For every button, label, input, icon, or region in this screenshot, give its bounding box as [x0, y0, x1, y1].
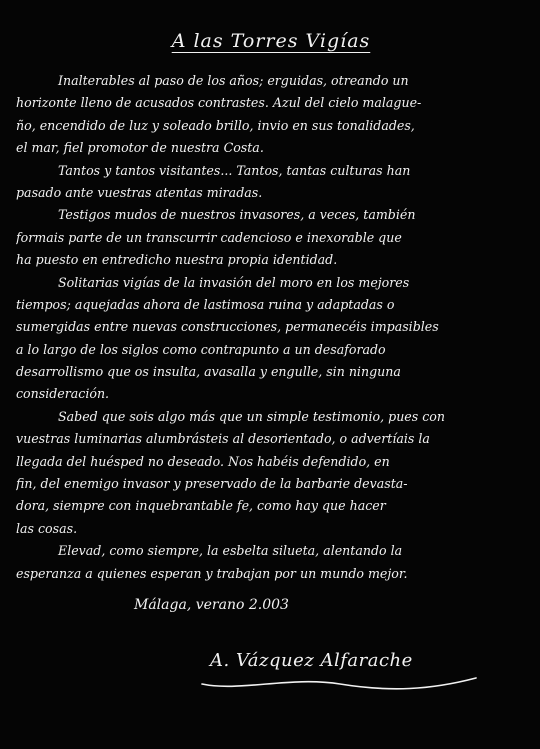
text-line: las cosas.: [16, 520, 78, 536]
text-line: Solitarias vigías de la invasión del moro en los mejores: [58, 274, 410, 290]
signature-flourish: [200, 670, 480, 692]
text-line: formais parte de un transcurrir cadencioso e inexorable que: [16, 229, 402, 245]
text-line: pasado ante vuestras atentas miradas.: [16, 184, 263, 200]
text-line: esperanza a quienes esperan y trabajan por un mundo mejor.: [16, 565, 408, 581]
text-line: ha puesto en entredicho nuestra propia identidad.: [16, 252, 338, 268]
text-line: fin, del enemigo invasor y preservado de la barbarie devasta-: [16, 476, 408, 492]
place-date: Málaga, verano 2.003: [134, 596, 289, 613]
letter-title: A las Torres Vigías: [171, 30, 371, 52]
text-line: el mar, fiel promotor de nuestra Costa.: [16, 140, 264, 156]
text-line: llegada del huésped no deseado. Nos habéis defendido, en: [16, 453, 390, 469]
paragraph-1: [16, 70, 526, 160]
text-line: a lo largo de los siglos como contrapunto a un desaforado: [16, 341, 386, 357]
text-line: Testigos mudos de nuestros invasores, a veces, también: [58, 207, 416, 223]
text-line: Tantos y tantos visitantes... Tantos, tantas culturas han: [58, 162, 411, 178]
text-line: sumergidas entre nuevas construcciones, permanecéis impasibles: [16, 319, 439, 335]
paragraph-6: [16, 540, 526, 585]
text-line: ño, encendido de luz y soleado brillo, invio en sus tonalidades,: [16, 117, 415, 133]
text-line: vuestras luminarias alumbrásteis al desorientado, o advertíais la: [16, 431, 430, 447]
text-line: tiempos; aquejadas ahora de lastimosa ruina y adaptadas o: [16, 296, 395, 312]
text-line: desarrollismo que os insulta, avasalla y engulle, sin ninguna: [16, 364, 401, 380]
text-line: Inalterables al paso de los años; erguidas, otreando un: [58, 73, 409, 88]
text-line: horizonte lleno de acusados contrastes. Azul del cielo malague-: [16, 95, 422, 111]
text-line: dora, siempre con inquebrantable fe, como hay que hacer: [16, 498, 386, 514]
text-line: Sabed que sois algo más que un simple testimonio, pues con: [58, 408, 445, 424]
paragraph-3: [16, 204, 526, 271]
paragraph-5: [16, 406, 526, 540]
paragraph-4: [16, 272, 526, 406]
text-line: Elevad, como siempre, la esbelta silueta, alentando la: [58, 543, 403, 559]
paragraph-2: [16, 160, 526, 205]
text-line: consideración.: [16, 386, 110, 402]
signature: A. Vázquez Alfarache: [210, 650, 413, 671]
